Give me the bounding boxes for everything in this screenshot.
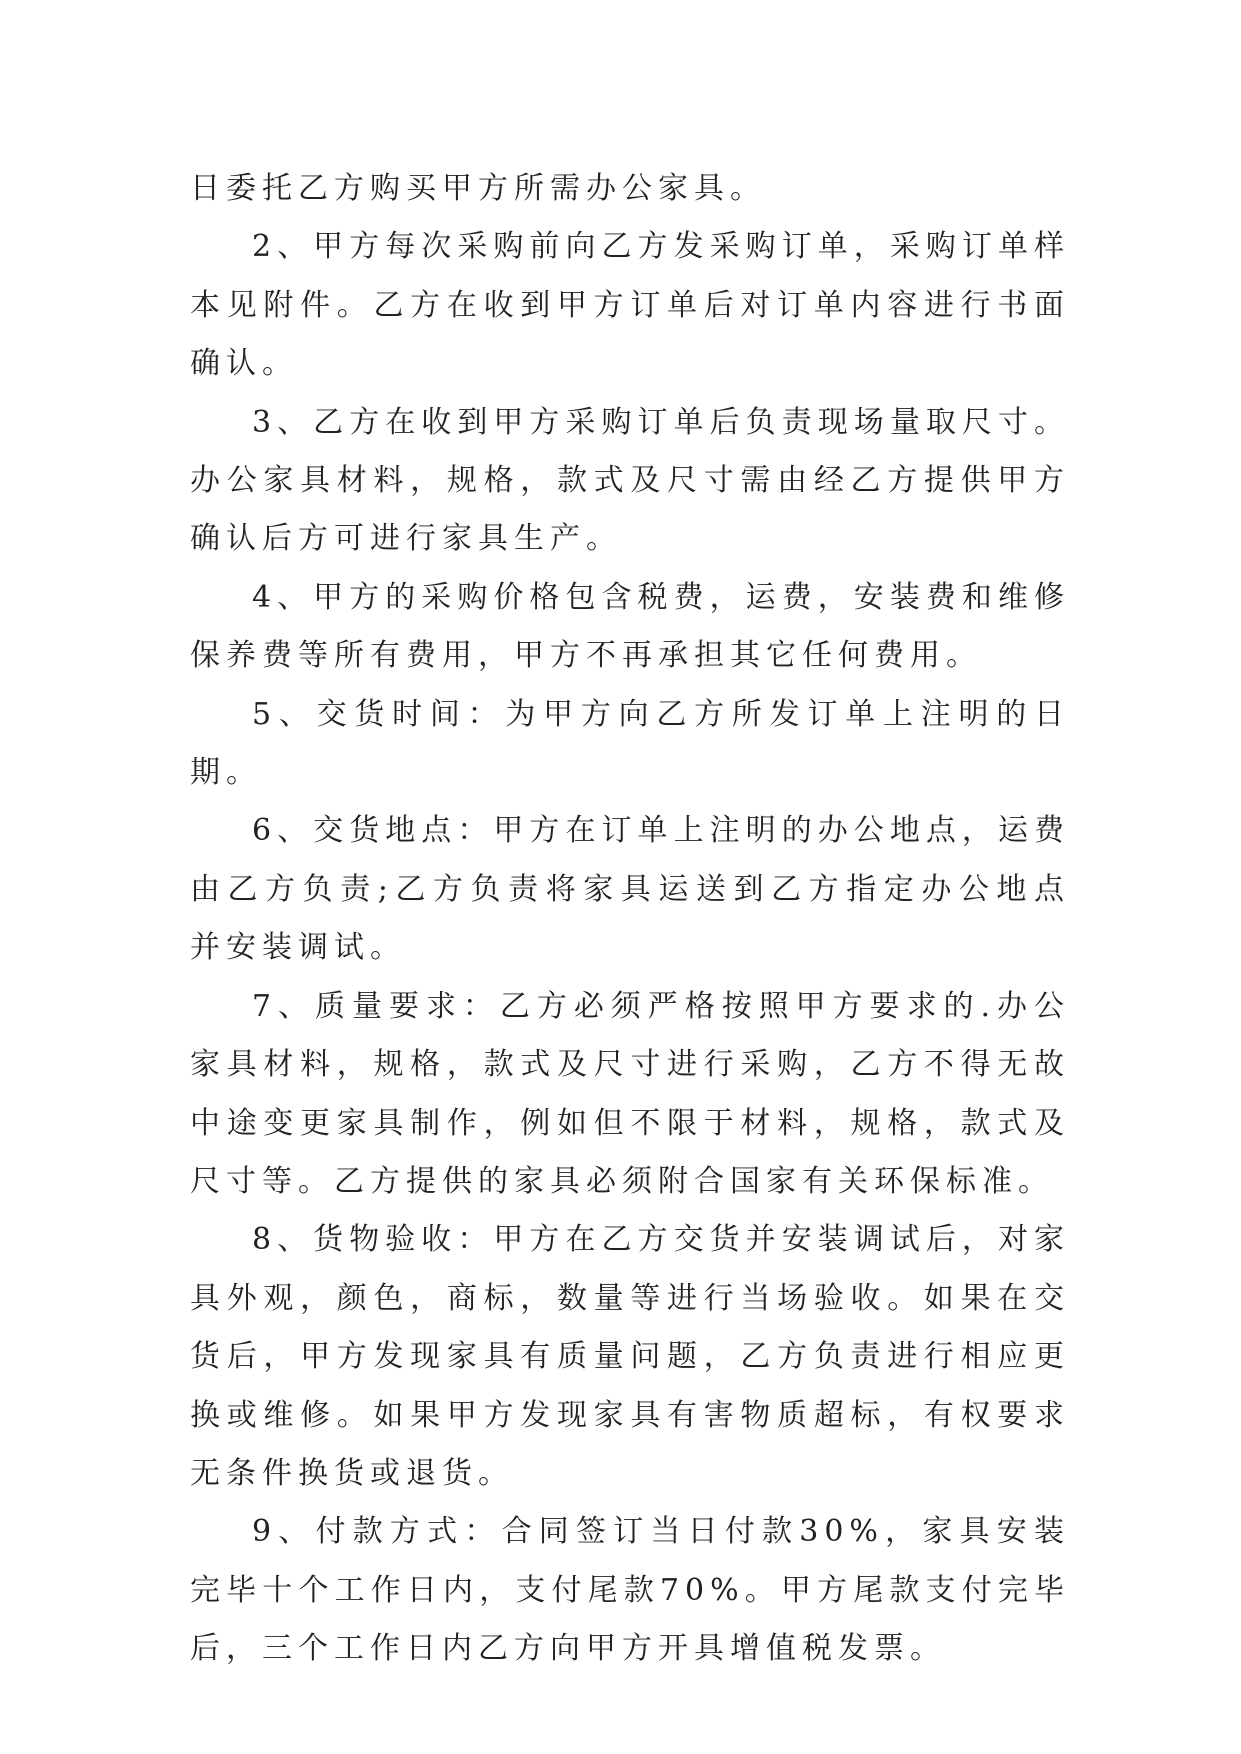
paragraph-clause-7: 7、质量要求：乙方必须严格按照甲方要求的.办公家具材料，规格，款式及尺寸进行采购，乙方不得无故中途变更家具制作，例如但不限于材料，规格，款式及尺寸等。乙方提供的家具必须附合国家有关环保标准。 <box>190 988 1070 1199</box>
paragraph-continuation: 日委托乙方购买甲方所需办公家具。 <box>190 171 766 206</box>
paragraph-clause-6: 6、交货地点：甲方在订单上注明的办公地点，运费由乙方负责;乙方负责将家具运送到乙方指定办公地点并安装调试。 <box>190 813 1070 966</box>
paragraph-clause-5: 5、交货时间：为甲方向乙方所发订单上注明的日期。 <box>190 696 1070 791</box>
paragraph-clause-3: 3、乙方在收到甲方采购订单后负责现场量取尺寸。办公家具材料，规格，款式及尺寸需由经乙方提供甲方确认后方可进行家具生产。 <box>190 404 1070 557</box>
paragraph-clause-9: 9、付款方式：合同签订当日付款30%，家具安装完毕十个工作日内，支付尾款70%。甲方尾款支付完毕后，三个工作日内乙方向甲方开具增值税发票。 <box>190 1514 1070 1667</box>
contract-body <box>190 160 1070 1679</box>
paragraph-clause-8: 8、货物验收：甲方在乙方交货并安装调试后，对家具外观，颜色，商标，数量等进行当场验收。如果在交货后，甲方发现家具有质量问题，乙方负责进行相应更换或维修。如果甲方发现家具有害物质超标，有权要求无条件换货或退货。 <box>190 1222 1070 1491</box>
paragraph-clause-4: 4、甲方的采购价格包含税费，运费，安装费和维修保养费等所有费用，甲方不再承担其它任何费用。 <box>190 579 1070 674</box>
paragraph-clause-2: 2、甲方每次采购前向乙方发采购订单，采购订单样本见附件。乙方在收到甲方订单后对订单内容进行书面确认。 <box>190 229 1070 382</box>
